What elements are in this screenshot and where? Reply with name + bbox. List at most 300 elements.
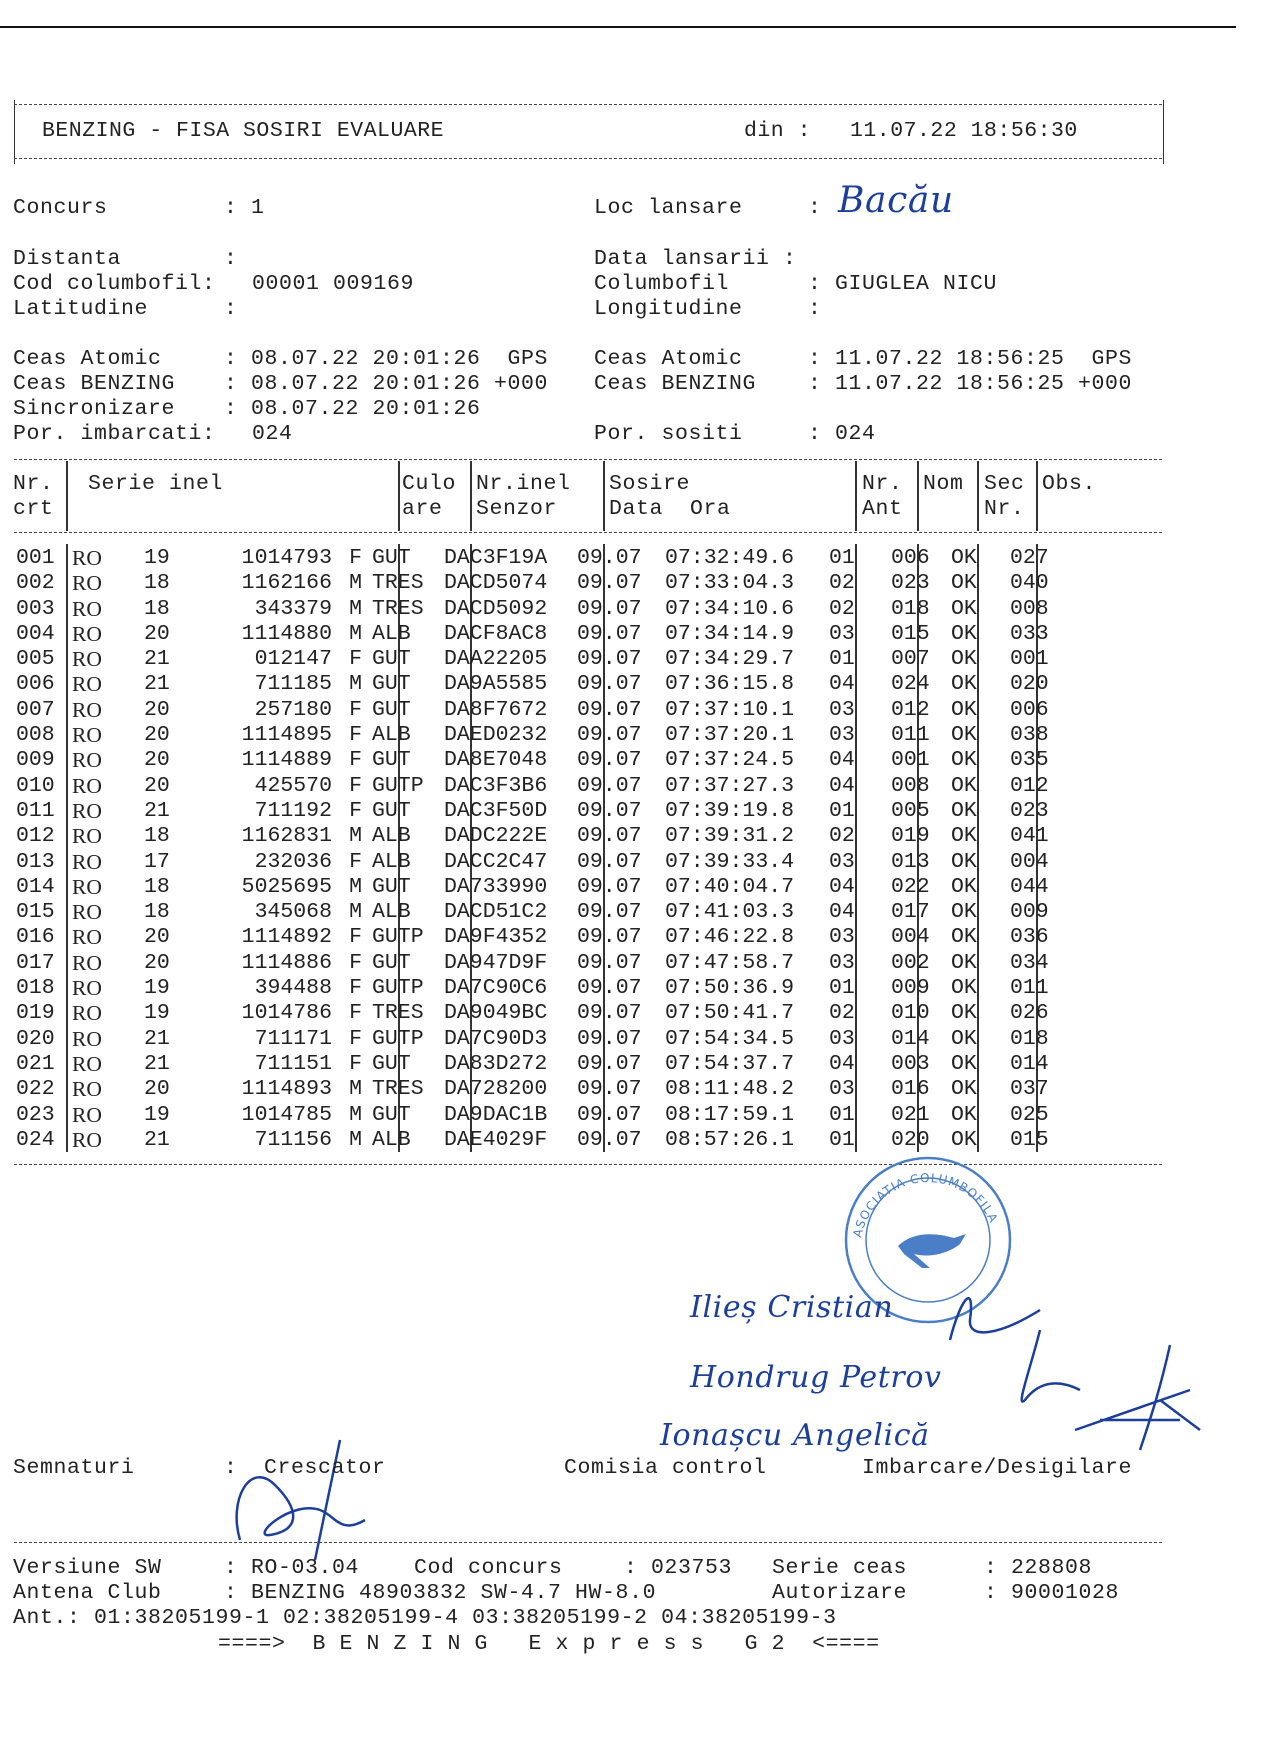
semnaturi-colon: : xyxy=(224,1456,238,1480)
cell-sex: M xyxy=(349,874,362,899)
cell-sex: F xyxy=(349,849,362,874)
cell-nom: 022 xyxy=(891,874,930,899)
cell-ora: 07:47:58.7 xyxy=(665,950,795,975)
cell-an: 20 xyxy=(144,950,170,975)
col-nr-header: Nr. xyxy=(13,472,54,496)
cell-an: 18 xyxy=(144,900,170,925)
cell-tara: RO xyxy=(72,1026,102,1051)
cell-ora: 07:33:04.3 xyxy=(665,571,795,596)
autorizare-value: : 90001028 xyxy=(984,1581,1120,1605)
cell-sex: M xyxy=(349,1077,362,1102)
cell-ora: 07:37:24.5 xyxy=(665,748,795,773)
cell-sec: OK xyxy=(951,1001,977,1026)
cell-obs: 006 xyxy=(1010,697,1049,722)
cell-numar: 5025695 xyxy=(241,874,332,899)
cell-ant: 04 xyxy=(829,748,855,773)
cell-an: 18 xyxy=(144,824,170,849)
cell-nr: 002 xyxy=(16,571,55,596)
din-label: din : xyxy=(744,119,812,143)
cod-concurs-value: : 023753 xyxy=(624,1556,733,1580)
cell-sex: M xyxy=(349,672,362,697)
cell-senzor: DA9049BC xyxy=(444,1001,548,1026)
col-serie-header: Serie inel xyxy=(88,472,224,496)
cell-sec: OK xyxy=(951,596,977,621)
cell-culoare: GUT xyxy=(372,798,411,823)
handwritten-name-2: Hondrug Petrov xyxy=(690,1360,942,1395)
cell-ant: 03 xyxy=(829,723,855,748)
longitudine-label: Longitudine xyxy=(594,297,743,321)
col-ant-header: Ant xyxy=(862,497,903,521)
cell-nom: 009 xyxy=(891,976,930,1001)
cell-nom: 011 xyxy=(891,723,930,748)
cell-sex: M xyxy=(349,621,362,646)
cell-ant: 01 xyxy=(829,1102,855,1127)
handwritten-name-1: Ilieș Cristian xyxy=(690,1290,894,1325)
cell-ant: 03 xyxy=(829,925,855,950)
cell-obs: 023 xyxy=(1010,798,1049,823)
data-lansarii-label: Data lansarii : xyxy=(594,247,797,271)
cell-obs: 014 xyxy=(1010,1051,1049,1076)
cell-ora: 07:34:10.6 xyxy=(665,596,795,621)
cell-nom: 021 xyxy=(891,1102,930,1127)
cell-sec: OK xyxy=(951,773,977,798)
cell-nom: 006 xyxy=(891,546,930,570)
cell-data: 09.07 xyxy=(577,621,642,646)
cell-numar: 1114892 xyxy=(241,925,332,950)
cell-sec: OK xyxy=(951,621,977,646)
cell-nom: 015 xyxy=(891,621,930,646)
cell-culoare: GUT xyxy=(372,546,411,570)
cell-numar: 1114895 xyxy=(241,723,332,748)
cell-senzor: DA733990 xyxy=(444,874,548,899)
cell-ant: 04 xyxy=(829,773,855,798)
cell-senzor: DA7C90D3 xyxy=(444,1026,548,1051)
cell-tara: RO xyxy=(72,748,102,773)
cell-sex: F xyxy=(349,798,362,823)
cell-culoare: GUTP xyxy=(372,925,424,950)
cell-obs: 041 xyxy=(1010,824,1049,849)
cell-nr: 020 xyxy=(16,1026,55,1051)
longitudine-value: : xyxy=(808,297,822,321)
cell-an: 20 xyxy=(144,1077,170,1102)
cell-sec: OK xyxy=(951,925,977,950)
cell-sec: OK xyxy=(951,748,977,773)
cell-an: 19 xyxy=(144,546,170,570)
cell-sec: OK xyxy=(951,1127,977,1152)
cell-nom: 023 xyxy=(891,571,930,596)
col-data-ora-header: Data Ora xyxy=(609,497,731,521)
cell-nom: 012 xyxy=(891,697,930,722)
cell-data: 09.07 xyxy=(577,571,642,596)
cell-nr: 007 xyxy=(16,697,55,722)
cell-an: 21 xyxy=(144,672,170,697)
cell-obs: 035 xyxy=(1010,748,1049,773)
cell-sex: F xyxy=(349,748,362,773)
cell-numar: 425570 xyxy=(254,773,332,798)
cell-numar: 1114886 xyxy=(241,950,332,975)
cell-obs: 040 xyxy=(1010,571,1049,596)
cell-numar: 1114893 xyxy=(241,1077,332,1102)
cell-an: 19 xyxy=(144,976,170,1001)
cell-ant: 02 xyxy=(829,824,855,849)
cell-senzor: DAE4029F xyxy=(444,1127,548,1152)
cell-sec: OK xyxy=(951,900,977,925)
por-imbarcati-label: Por. imbarcati: xyxy=(13,422,216,446)
cell-ant: 03 xyxy=(829,1026,855,1051)
cell-tara: RO xyxy=(72,849,102,874)
cell-tara: RO xyxy=(72,672,102,697)
cell-tara: RO xyxy=(72,773,102,798)
cell-sec: OK xyxy=(951,1051,977,1076)
cell-ant: 04 xyxy=(829,1051,855,1076)
cell-senzor: DACC2C47 xyxy=(444,849,548,874)
cell-ora: 08:11:48.2 xyxy=(665,1077,795,1102)
sincronizare-value: : 08.07.22 20:01:26 xyxy=(224,397,481,421)
cell-tara: RO xyxy=(72,647,102,672)
cell-nr: 019 xyxy=(16,1001,55,1026)
cell-ora: 07:41:03.3 xyxy=(665,900,795,925)
cell-data: 09.07 xyxy=(577,672,642,697)
cell-data: 09.07 xyxy=(577,748,642,773)
comisia-label: Comisia control xyxy=(564,1456,767,1480)
cell-an: 19 xyxy=(144,1102,170,1127)
col-ant-nr-header: Nr. xyxy=(862,472,903,496)
cell-tara: RO xyxy=(72,546,102,570)
cell-nom: 016 xyxy=(891,1077,930,1102)
cell-sec: OK xyxy=(951,798,977,823)
cell-ora: 07:50:36.9 xyxy=(665,976,795,1001)
cell-tara: RO xyxy=(72,697,102,722)
cell-ant: 01 xyxy=(829,976,855,1001)
cell-nr: 013 xyxy=(16,849,55,874)
footer-top-rule xyxy=(14,1542,1162,1543)
cell-culoare: GUT xyxy=(372,672,411,697)
cod-columbofil-value: 00001 009169 xyxy=(252,272,415,296)
cell-obs: 020 xyxy=(1010,672,1049,697)
cell-tara: RO xyxy=(72,571,102,596)
cell-an: 20 xyxy=(144,748,170,773)
col-are-header: are xyxy=(402,497,443,521)
ceas-atomic-left-label: Ceas Atomic xyxy=(13,347,162,371)
cell-obs: 037 xyxy=(1010,1077,1049,1102)
cell-culoare: TRES xyxy=(372,1001,424,1026)
cell-sex: M xyxy=(349,900,362,925)
cell-nom: 020 xyxy=(891,1127,930,1152)
cell-ant: 01 xyxy=(829,647,855,672)
cell-sex: M xyxy=(349,824,362,849)
cell-sex: M xyxy=(349,1102,362,1127)
cell-ora: 07:34:29.7 xyxy=(665,647,795,672)
cell-nom: 024 xyxy=(891,672,930,697)
cell-data: 09.07 xyxy=(577,976,642,1001)
cell-numar: 711171 xyxy=(254,1026,332,1051)
cell-numar: 1162166 xyxy=(241,571,332,596)
cell-data: 09.07 xyxy=(577,824,642,849)
cell-nom: 017 xyxy=(891,900,930,925)
cell-numar: 711192 xyxy=(254,798,332,823)
cell-numar: 1014793 xyxy=(241,546,332,570)
brand-line: ====> B E N Z I N G E x p r e s s G 2 <==== xyxy=(218,1632,880,1656)
cell-obs: 015 xyxy=(1010,1127,1049,1152)
cell-sec: OK xyxy=(951,1026,977,1051)
cell-culoare: GUTP xyxy=(372,1026,424,1051)
cell-numar: 343379 xyxy=(254,596,332,621)
versiune-label: Versiune SW xyxy=(13,1556,162,1580)
cell-culoare: TRES xyxy=(372,571,424,596)
cell-data: 09.07 xyxy=(577,1001,642,1026)
cell-nr: 018 xyxy=(16,976,55,1001)
cell-tara: RO xyxy=(72,723,102,748)
stamp-text: ASOCIATIA COLUMBOFILA xyxy=(850,1170,1001,1239)
col-sec-header: Sec xyxy=(984,472,1025,496)
cell-nom: 018 xyxy=(891,596,930,621)
cell-sex: F xyxy=(349,925,362,950)
cell-obs: 044 xyxy=(1010,874,1049,899)
signature-1 xyxy=(950,1298,1040,1340)
cell-culoare: GUT xyxy=(372,748,411,773)
cell-ora: 07:54:34.5 xyxy=(665,1026,795,1051)
serie-ceas-value: : 228808 xyxy=(984,1556,1093,1580)
col-culo-header: Culo xyxy=(402,472,457,496)
cell-obs: 033 xyxy=(1010,621,1049,646)
cell-tara: RO xyxy=(72,900,102,925)
ceas-atomic-right-value: : 11.07.22 18:56:25 GPS xyxy=(808,347,1133,371)
cell-sec: OK xyxy=(951,849,977,874)
cell-nom: 013 xyxy=(891,849,930,874)
cell-an: 20 xyxy=(144,925,170,950)
cell-sec: OK xyxy=(951,1077,977,1102)
cell-nom: 014 xyxy=(891,1026,930,1051)
cell-sex: F xyxy=(349,723,362,748)
cell-nr: 016 xyxy=(16,925,55,950)
cell-ant: 03 xyxy=(829,849,855,874)
cell-culoare: ALB xyxy=(372,849,411,874)
cell-ant: 03 xyxy=(829,1077,855,1102)
cell-an: 21 xyxy=(144,1026,170,1051)
col-nom-header: Nom xyxy=(923,472,964,496)
cell-obs: 038 xyxy=(1010,723,1049,748)
latitudine-value: : xyxy=(224,297,238,321)
cell-sex: F xyxy=(349,950,362,975)
cell-culoare: GUT xyxy=(372,950,411,975)
cell-senzor: DA947D9F xyxy=(444,950,548,975)
distanta-value: : xyxy=(224,247,238,271)
cell-ora: 07:54:37.7 xyxy=(665,1051,795,1076)
loc-lansare-label: Loc lansare xyxy=(594,196,743,220)
report-datetime: 11.07.22 18:56:30 xyxy=(850,119,1078,143)
cell-culoare: ALB xyxy=(372,824,411,849)
cell-nr: 010 xyxy=(16,773,55,798)
cell-culoare: GUT xyxy=(372,1102,411,1127)
cell-an: 17 xyxy=(144,849,170,874)
cell-nr: 022 xyxy=(16,1077,55,1102)
cell-nom: 004 xyxy=(891,925,930,950)
cell-senzor: DADC222E xyxy=(444,824,548,849)
cod-columbofil-label: Cod columbofil: xyxy=(13,272,216,296)
ceas-benzing-right-label: Ceas BENZING xyxy=(594,372,757,396)
cell-culoare: ALB xyxy=(372,723,411,748)
cell-senzor: DA83D272 xyxy=(444,1051,548,1076)
cell-nr: 015 xyxy=(16,900,55,925)
cell-nr: 001 xyxy=(16,546,55,570)
cell-data: 09.07 xyxy=(577,1077,642,1102)
report-title: BENZING - FISA SOSIRI EVALUARE xyxy=(42,119,445,143)
cell-data: 09.07 xyxy=(577,925,642,950)
cell-nom: 007 xyxy=(891,647,930,672)
cell-senzor: DAC3F3B6 xyxy=(444,773,548,798)
cell-ora: 07:40:04.7 xyxy=(665,874,795,899)
cell-nr: 023 xyxy=(16,1102,55,1127)
cell-data: 09.07 xyxy=(577,596,642,621)
cell-nom: 005 xyxy=(891,798,930,823)
antena-label: Antena Club xyxy=(13,1581,162,1605)
ceas-benzing-left-value: : 08.07.22 20:01:26 +000 xyxy=(224,372,549,396)
cell-nr: 005 xyxy=(16,647,55,672)
col-sosire-header: Sosire xyxy=(609,472,691,496)
cell-numar: 711156 xyxy=(254,1127,332,1152)
cell-sex: M xyxy=(349,596,362,621)
cell-sex: F xyxy=(349,546,362,570)
imbarcare-label: Imbarcare/Desigilare xyxy=(862,1456,1133,1480)
cell-nr: 017 xyxy=(16,950,55,975)
cell-tara: RO xyxy=(72,874,102,899)
cell-ora: 07:39:19.8 xyxy=(665,798,795,823)
ceas-atomic-left-value: : 08.07.22 20:01:26 GPS xyxy=(224,347,549,371)
cell-sex: F xyxy=(349,1001,362,1026)
cell-nr: 003 xyxy=(16,596,55,621)
cell-senzor: DA9A5585 xyxy=(444,672,548,697)
por-sositi-value: : 024 xyxy=(808,422,876,446)
cell-nr: 012 xyxy=(16,824,55,849)
cell-senzor: DA9DAC1B xyxy=(444,1102,548,1127)
col-obs-header: Obs. xyxy=(1042,472,1097,496)
cell-sec: OK xyxy=(951,672,977,697)
cell-ant: 02 xyxy=(829,1001,855,1026)
cell-numar: 1014786 xyxy=(241,1001,332,1026)
cell-sex: F xyxy=(349,773,362,798)
cell-obs: 036 xyxy=(1010,925,1049,950)
cell-nr: 021 xyxy=(16,1051,55,1076)
cell-nr: 008 xyxy=(16,723,55,748)
cell-numar: 012147 xyxy=(254,647,332,672)
cell-data: 09.07 xyxy=(577,849,642,874)
cell-obs: 034 xyxy=(1010,950,1049,975)
cell-sec: OK xyxy=(951,571,977,596)
cell-an: 20 xyxy=(144,621,170,646)
cell-numar: 711185 xyxy=(254,672,332,697)
autorizare-label: Autorizare xyxy=(772,1581,908,1605)
antena-value: : BENZING 48903832 SW-4.7 HW-8.0 xyxy=(224,1581,657,1605)
cell-ora: 07:34:14.9 xyxy=(665,621,795,646)
cell-data: 09.07 xyxy=(577,647,642,672)
cell-ant: 01 xyxy=(829,798,855,823)
ceas-benzing-left-label: Ceas BENZING xyxy=(13,372,176,396)
cell-ant: 02 xyxy=(829,596,855,621)
cell-obs: 025 xyxy=(1010,1102,1049,1127)
cell-culoare: TRES xyxy=(372,1077,424,1102)
cell-sec: OK xyxy=(951,1102,977,1127)
cell-senzor: DA7C90C6 xyxy=(444,976,548,1001)
cell-an: 19 xyxy=(144,1001,170,1026)
cell-senzor: DAA22205 xyxy=(444,647,548,672)
cell-nr: 004 xyxy=(16,621,55,646)
cell-nom: 010 xyxy=(891,1001,930,1026)
cell-senzor: DACD5074 xyxy=(444,571,548,596)
cell-data: 09.07 xyxy=(577,874,642,899)
cell-ora: 07:39:33.4 xyxy=(665,849,795,874)
cell-tara: RO xyxy=(72,596,102,621)
cell-sex: F xyxy=(349,976,362,1001)
handwritten-name-3: Ionașcu Angelică xyxy=(660,1418,930,1453)
cell-senzor: DACD5092 xyxy=(444,596,548,621)
por-sositi-label: Por. sositi xyxy=(594,422,743,446)
latitudine-label: Latitudine xyxy=(13,297,149,321)
columbofil-value: : GIUGLEA NICU xyxy=(808,272,998,296)
cell-sec: OK xyxy=(951,723,977,748)
cell-tara: RO xyxy=(72,950,102,975)
cell-nom: 019 xyxy=(891,824,930,849)
cell-obs: 011 xyxy=(1010,976,1049,1001)
cell-obs: 012 xyxy=(1010,773,1049,798)
cell-senzor: DA9F4352 xyxy=(444,925,548,950)
cell-culoare: ALB xyxy=(372,1127,411,1152)
por-imbarcati-value: 024 xyxy=(252,422,293,446)
cell-culoare: TRES xyxy=(372,596,424,621)
cell-data: 09.07 xyxy=(577,1051,642,1076)
cell-an: 18 xyxy=(144,874,170,899)
cell-tara: RO xyxy=(72,798,102,823)
cell-data: 09.07 xyxy=(577,697,642,722)
cell-sec: OK xyxy=(951,647,977,672)
cell-culoare: GUT xyxy=(372,697,411,722)
cell-data: 09.07 xyxy=(577,900,642,925)
cell-an: 21 xyxy=(144,1127,170,1152)
cell-senzor: DAC3F19A xyxy=(444,546,548,570)
cell-ora: 07:50:41.7 xyxy=(665,1001,795,1026)
cell-data: 09.07 xyxy=(577,1127,642,1152)
cell-data: 09.07 xyxy=(577,1102,642,1127)
cell-tara: RO xyxy=(72,621,102,646)
cell-nr: 014 xyxy=(16,874,55,899)
cell-culoare: GUT xyxy=(372,1051,411,1076)
cell-an: 18 xyxy=(144,571,170,596)
cell-nom: 002 xyxy=(891,950,930,975)
concurs-value: : 1 xyxy=(224,196,265,220)
loc-lansare-colon: : xyxy=(808,196,822,220)
cell-culoare: GUT xyxy=(372,874,411,899)
cell-ant: 03 xyxy=(829,621,855,646)
cell-sex: F xyxy=(349,647,362,672)
cell-numar: 1114889 xyxy=(241,748,332,773)
cell-sex: M xyxy=(349,571,362,596)
cell-ora: 07:37:20.1 xyxy=(665,723,795,748)
cell-numar: 1114880 xyxy=(241,621,332,646)
cell-an: 21 xyxy=(144,798,170,823)
cell-ant: 01 xyxy=(829,546,855,570)
signature-3 xyxy=(1075,1345,1200,1450)
cell-numar: 257180 xyxy=(254,697,332,722)
col-crt-header: crt xyxy=(13,497,54,521)
cell-tara: RO xyxy=(72,1102,102,1127)
cell-tara: RO xyxy=(72,1127,102,1152)
cell-ant: 04 xyxy=(829,874,855,899)
cell-sex: M xyxy=(349,1127,362,1152)
cell-ora: 07:37:10.1 xyxy=(665,697,795,722)
cell-sex: F xyxy=(349,1051,362,1076)
cell-culoare: GUTP xyxy=(372,976,424,1001)
col-nrinel-header: Nr.inel xyxy=(476,472,571,496)
cell-senzor: DAC3F50D xyxy=(444,798,548,823)
